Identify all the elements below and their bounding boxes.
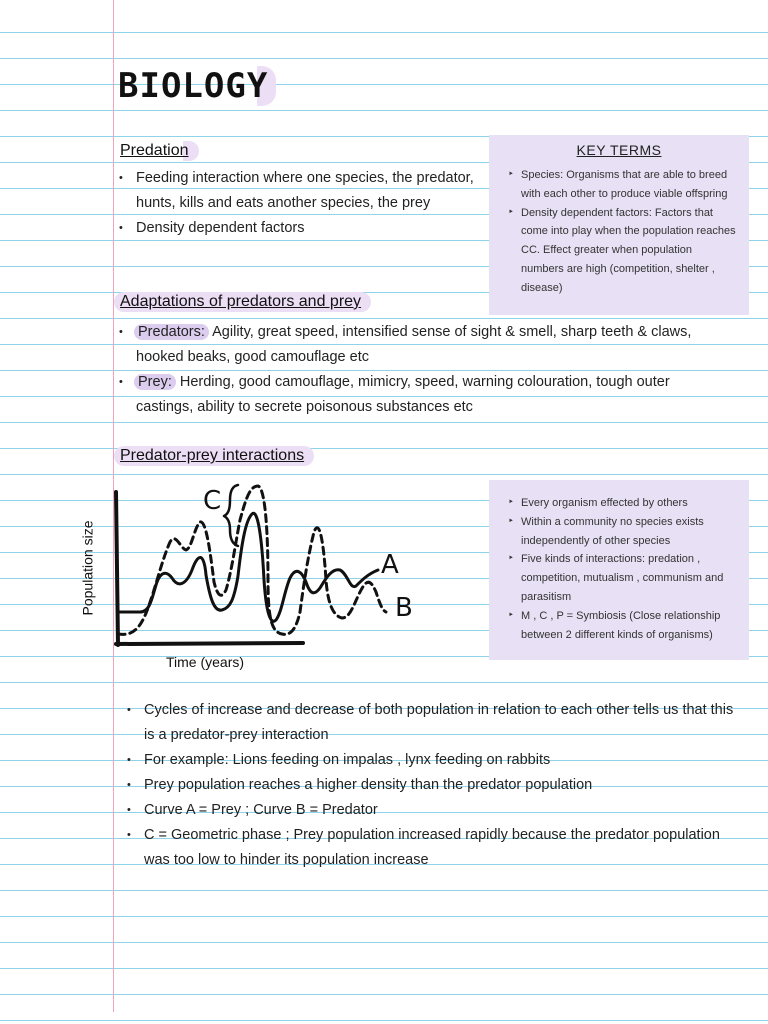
- note-item: ‣ Every organism effected by others: [507, 494, 737, 513]
- graph-xlabel: Time (years): [166, 654, 245, 670]
- curve-a-prey: [118, 513, 378, 621]
- graph-ylabel: Population size: [79, 520, 96, 616]
- page-title: BIOLOGY: [118, 66, 276, 106]
- note-item: ‣ Within a community no species exists independently of other species: [507, 513, 737, 551]
- label-c: C: [203, 486, 222, 516]
- key-term-item: ‣ Species: Organisms that are able to breed with each other to produce viable offspring: [507, 166, 737, 204]
- key-terms-heading: KEY TERMS: [576, 142, 662, 158]
- label-a: A: [381, 550, 399, 580]
- interactions-notes-list: [507, 494, 737, 644]
- list-item: • C = Geometric phase ; Prey population increased rapidly because the predator population was too low to hinder its population increase: [127, 823, 739, 873]
- predators-text: Agility, great speed, intensified sense of sight & smell, sharp teeth & claws, hooked beaks, good camouflage etc: [136, 324, 692, 365]
- list-item: • Density dependent factors: [119, 216, 479, 241]
- key-terms-box: [489, 135, 749, 315]
- note-item: ‣ M , C , P = Symbiosis (Close relationship between 2 different kinds of organisms): [507, 607, 737, 645]
- label-b: B: [395, 593, 413, 623]
- title-container: [118, 66, 276, 106]
- interactions-notes-box: [489, 480, 749, 660]
- x-axis: [116, 643, 303, 644]
- list-item: • Cycles of increase and decrease of both population in relation to each other tells us that this is a predator-prey interaction: [127, 698, 739, 748]
- predators-label: Predators:: [134, 324, 209, 340]
- note-item: ‣ Five kinds of interactions: predation , competition, mutualism , communism and parasitism: [507, 550, 737, 606]
- prey-text: Herding, good camouflage, mimicry, speed, warning colouration, tough outer castings, ability to secrete poisonous substances etc: [136, 374, 670, 415]
- list-item: • Feeding interaction where one species, the predator, hunts, kills and eats another species, the prey: [119, 166, 479, 216]
- predation-heading: Predation: [120, 141, 199, 161]
- curve-b-predator: [118, 486, 386, 634]
- predation-list: [119, 166, 479, 241]
- list-item: • Curve A = Prey ; Curve B = Predator: [127, 798, 739, 823]
- adaptations-list: [119, 320, 709, 420]
- interactions-list: [127, 698, 739, 873]
- key-terms-list: [507, 166, 737, 298]
- list-item: [119, 320, 709, 370]
- list-item: • Prey population reaches a higher density than the predator population: [127, 773, 739, 798]
- key-term-item: ‣ Density dependent factors: Factors that come into play when the population reaches CC. Effect greater when population numbers are high (competition, shelter , disease): [507, 204, 737, 298]
- list-item: • For example: Lions feeding on impalas , lynx feeding on rabbits: [127, 748, 739, 773]
- prey-label: Prey:: [134, 374, 176, 390]
- list-item: [119, 370, 709, 420]
- adaptations-heading: Adaptations of predators and prey: [114, 292, 371, 312]
- interactions-heading: Predator-prey interactions: [114, 446, 314, 466]
